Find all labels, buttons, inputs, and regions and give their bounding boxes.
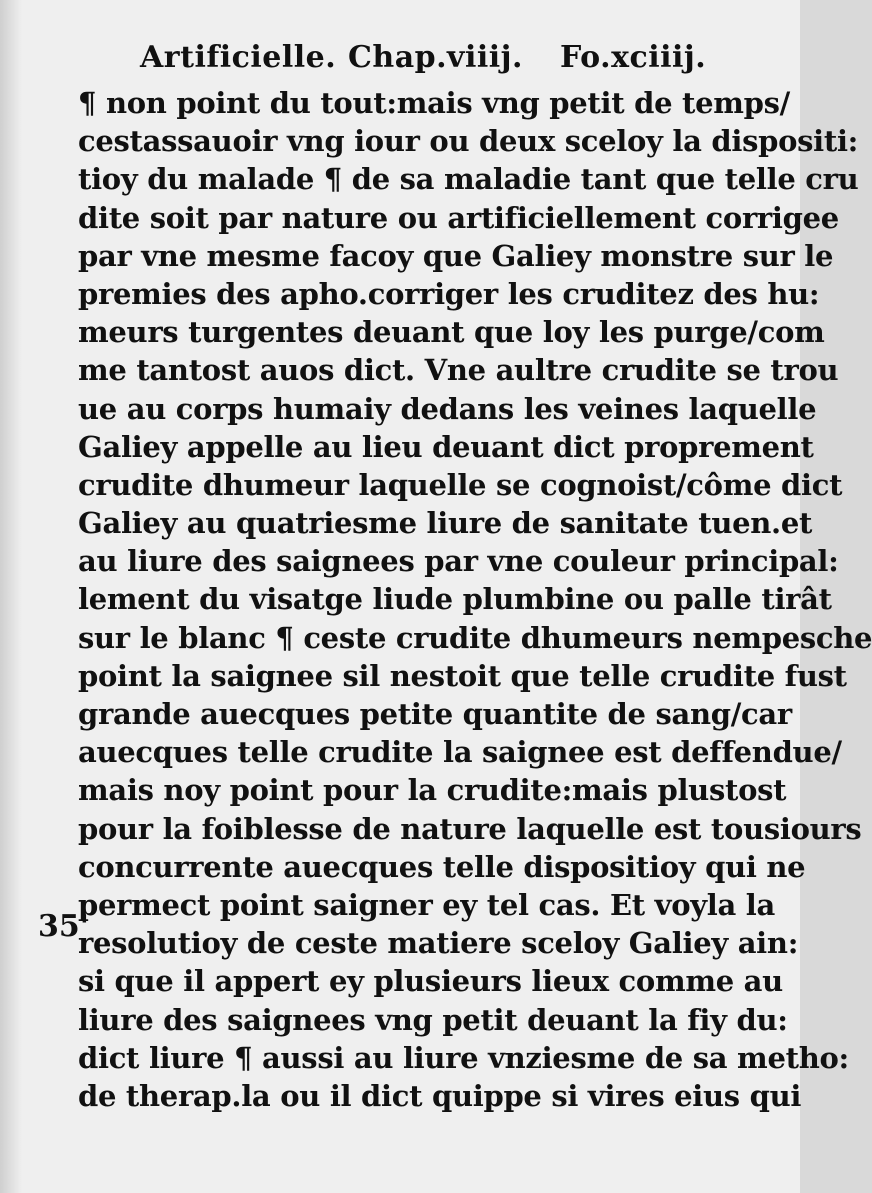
header-chapter: Chap.viiij.	[348, 40, 523, 75]
text-line: pour la foiblesse de nature laquelle est tousiours	[78, 811, 862, 846]
margin-line-number: 35'	[38, 909, 89, 944]
text-line: par vne mesme facoy que Galiey monstre sur le	[78, 238, 834, 273]
text-line: grande auecques petite quantite de sang/car	[78, 697, 792, 731]
text-line: lement du visatge liude plumbine ou palle tirât	[78, 582, 832, 617]
text-line: tioy du malade ¶ de sa maladie tant que telle cru	[78, 162, 859, 197]
text-line: premies des apho.corriger les cruditez des hu:	[78, 276, 820, 311]
text-line: sur le blanc ¶ ceste crudite dhumeurs nempesche	[78, 620, 872, 655]
text-line: de therap.la ou il dict quippe si vires eius qui	[78, 1078, 802, 1113]
text-line: Galiey appelle au lieu deuant dict proprement	[78, 429, 814, 464]
text-line: mais noy point pour la crudite:mais plustost	[78, 773, 787, 808]
text-line: crudite dhumeur laquelle se cognoist/côme dict	[78, 467, 843, 502]
text-line: dite soit par nature ou artificiellement corrigee	[78, 200, 839, 235]
text-line: au liure des saignees par vne couleur principal:	[78, 544, 839, 579]
text-line: cestassauoir vng iour ou deux sceloy la dispositi:	[78, 124, 859, 159]
text-line: point la saignee sil nestoit que telle crudite fust	[78, 658, 847, 693]
text-line: liure des saignees vng petit deuant la fiy du:	[78, 1002, 788, 1037]
header-folio: Fo.xciiij.	[560, 40, 707, 75]
text-line: me tantost auos dict. Vne aultre crudite se trou	[78, 353, 839, 388]
text-line: meurs turgentes deuant que loy les purge/com	[78, 315, 825, 350]
text-line: si que il appert ey plusieurs lieux comme au	[78, 964, 783, 999]
text-line: concurrente auecques telle dispositioy qui ne	[78, 849, 806, 884]
page-gutter-shadow	[0, 0, 22, 1193]
body-text	[78, 84, 872, 1115]
text-line: ¶ non point du tout:mais vng petit de temps/	[78, 86, 790, 120]
text-line: auecques telle crudite la saignee est deffendue/	[78, 735, 842, 770]
running-header	[140, 40, 707, 80]
text-line: Galiey au quatriesme liure de sanitate tuen.et	[78, 506, 813, 541]
text-line: dict liure ¶ aussi au liure vnziesme de sa metho:	[78, 1040, 849, 1075]
text-line: resolutioy de ceste matiere sceloy Galiey ain:	[78, 926, 799, 961]
text-line: ue au corps humaiy dedans les veines laquelle	[78, 391, 817, 426]
text-line: permect point saigner ey tel cas. Et voyla la	[78, 887, 776, 922]
header-left: Artificielle.	[140, 40, 337, 75]
